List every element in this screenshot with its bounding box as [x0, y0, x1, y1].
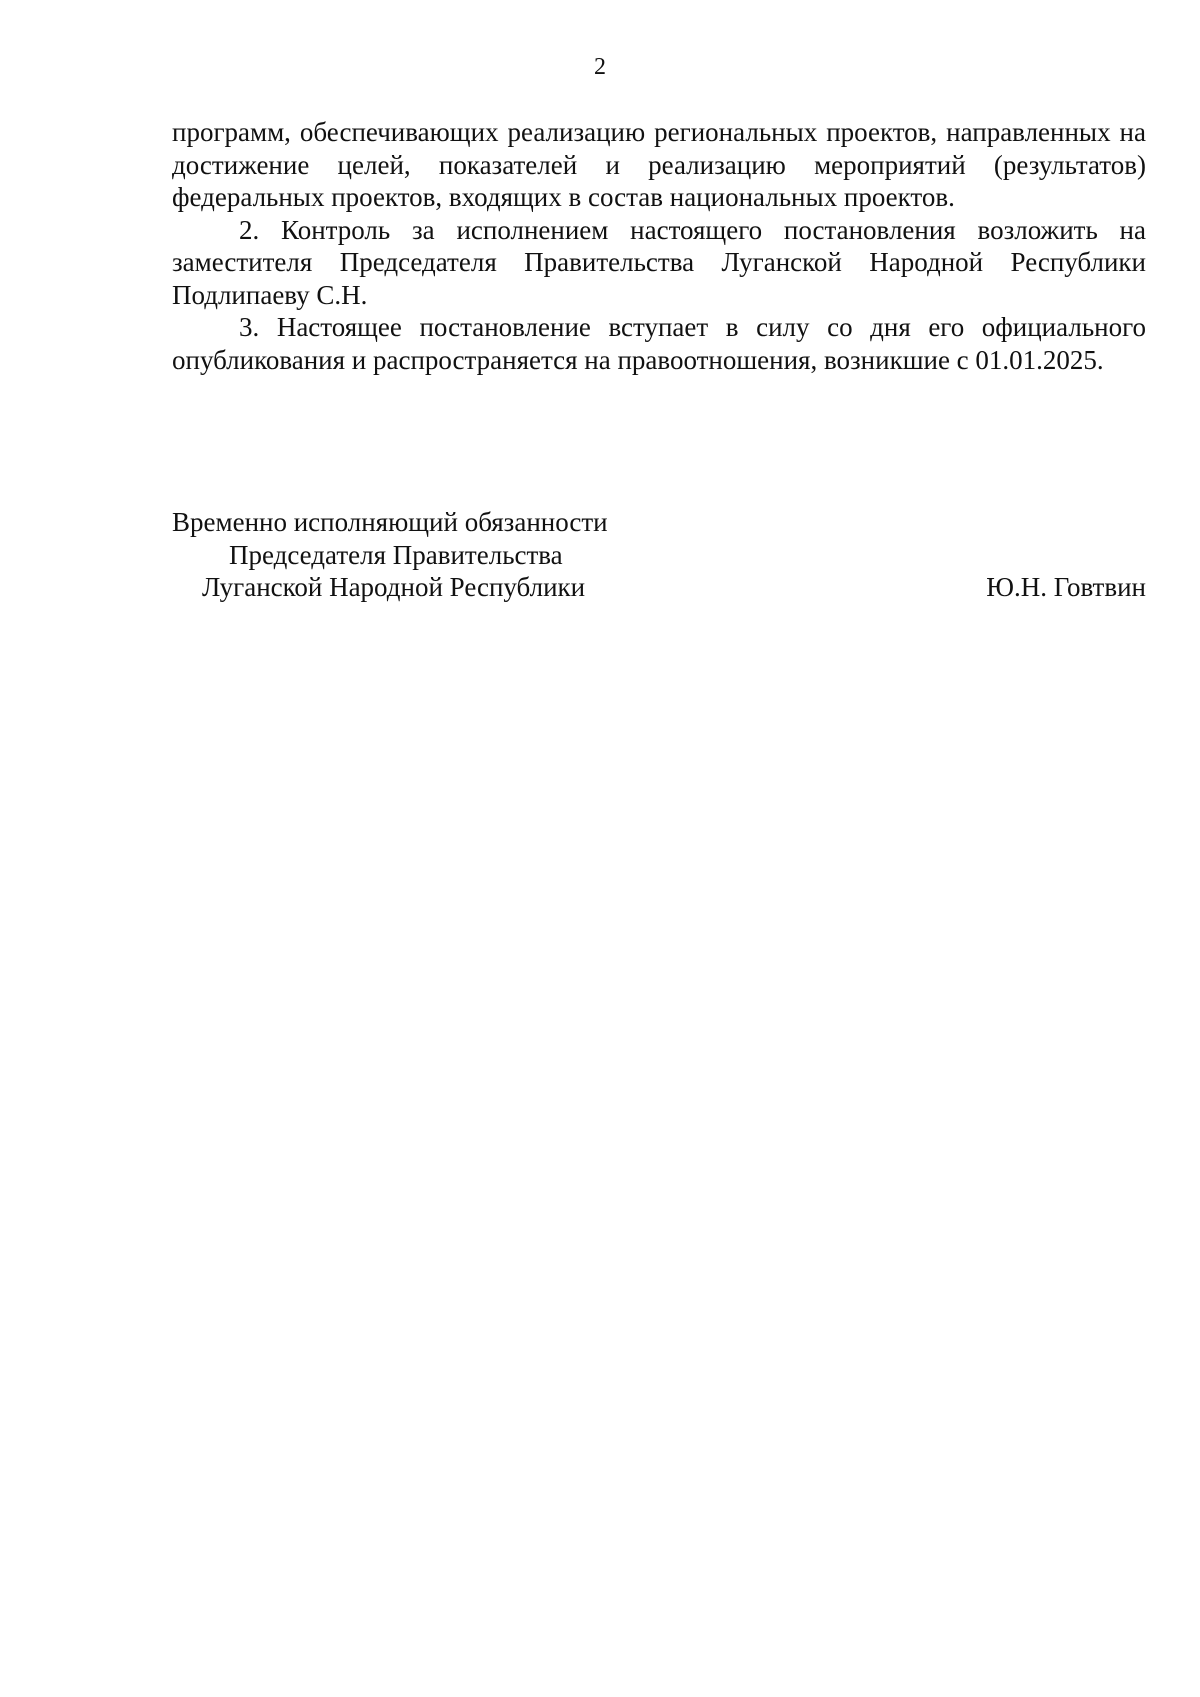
signatory-title-line-1: Временно исполняющий обязанности [172, 507, 608, 537]
page-number: 2 [594, 54, 606, 80]
document-body [172, 116, 1146, 376]
paragraph-item-3: 3. Настоящее постановление вступает в силу со дня его официального опубликования и распространяется на правоотношения, возникшие с 01.01.2025. [172, 312, 1146, 375]
signatory-name: Ю.Н. Говтвин [986, 572, 1146, 602]
signature-block [172, 506, 1146, 604]
paragraph-item-2: 2. Контроль за исполнением настоящего постановления возложить на заместителя Председателя Правительства Луганской Народной Республики Подлипаеву С.Н. [172, 214, 1146, 310]
signatory-title-line-2: Председателя Правительства [229, 539, 563, 570]
paragraph-continuation: программ, обеспечивающих реализацию региональных проектов, направленных на достижение целей, показателей и реализацию мероприятий (результатов) федеральных проектов, входящих в состав национальных проектов. [172, 117, 1146, 212]
signatory-title-line-3: Луганской Народной Республики [202, 572, 586, 602]
